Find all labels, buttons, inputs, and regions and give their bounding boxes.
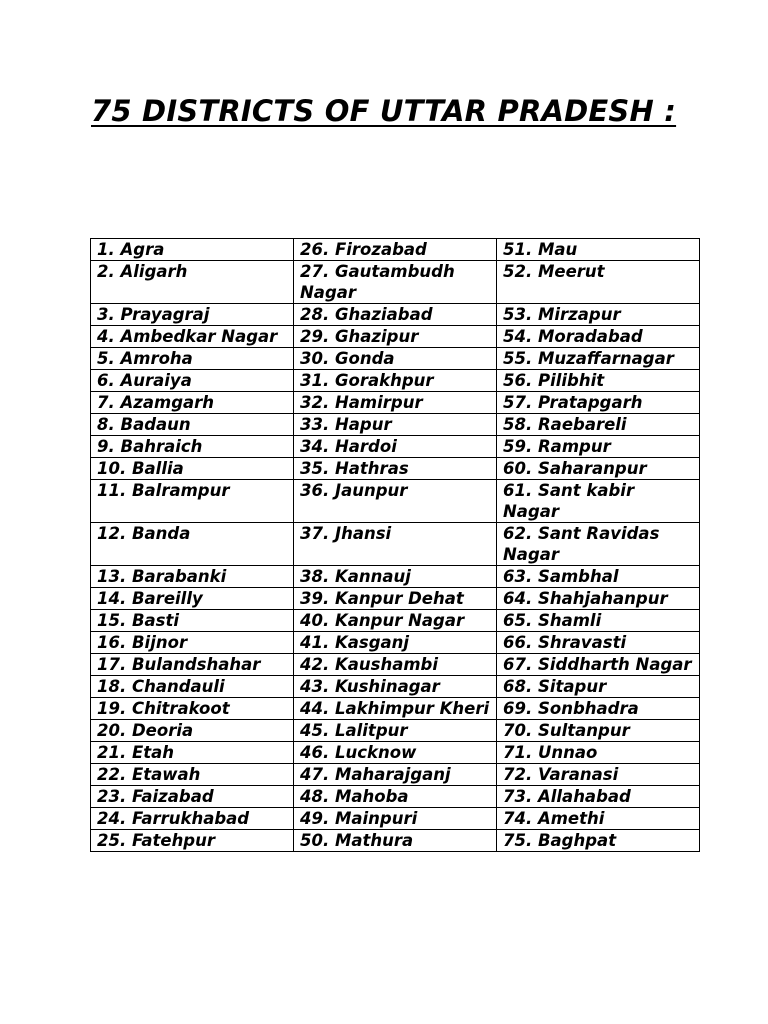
district-cell: 29. Ghazipur: [294, 326, 497, 348]
district-cell: 8. Badaun: [91, 414, 294, 436]
district-cell: 62. Sant Ravidas Nagar: [497, 523, 700, 566]
district-cell: 19. Chitrakoot: [91, 698, 294, 720]
district-cell: 47. Maharajganj: [294, 764, 497, 786]
table-row: [91, 720, 700, 742]
table-row: [91, 632, 700, 654]
district-cell: 33. Hapur: [294, 414, 497, 436]
table-row: [91, 414, 700, 436]
district-cell: 66. Shravasti: [497, 632, 700, 654]
district-cell: 10. Ballia: [91, 458, 294, 480]
district-cell: 36. Jaunpur: [294, 480, 497, 523]
district-cell: 7. Azamgarh: [91, 392, 294, 414]
district-cell: 43. Kushinagar: [294, 676, 497, 698]
table-row: [91, 370, 700, 392]
district-cell: 6. Auraiya: [91, 370, 294, 392]
table-row: [91, 326, 700, 348]
district-cell: 2. Aligarh: [91, 261, 294, 304]
district-cell: 44. Lakhimpur Kheri: [294, 698, 497, 720]
district-cell: 41. Kasganj: [294, 632, 497, 654]
table-row: [91, 742, 700, 764]
table-row: [91, 261, 700, 304]
table-row: [91, 588, 700, 610]
district-cell: 17. Bulandshahar: [91, 654, 294, 676]
table-row: [91, 436, 700, 458]
table-row: [91, 348, 700, 370]
district-cell: 3. Prayagraj: [91, 304, 294, 326]
table-row: [91, 654, 700, 676]
district-cell: 9. Bahraich: [91, 436, 294, 458]
district-cell: 52. Meerut: [497, 261, 700, 304]
district-cell: 42. Kaushambi: [294, 654, 497, 676]
district-cell: 20. Deoria: [91, 720, 294, 742]
table-row: [91, 698, 700, 720]
district-cell: 74. Amethi: [497, 808, 700, 830]
table-row: [91, 392, 700, 414]
district-cell: 32. Hamirpur: [294, 392, 497, 414]
table-row: [91, 786, 700, 808]
district-cell: 73. Allahabad: [497, 786, 700, 808]
table-row: [91, 304, 700, 326]
district-cell: 72. Varanasi: [497, 764, 700, 786]
district-cell: 55. Muzaffarnagar: [497, 348, 700, 370]
table-row: [91, 764, 700, 786]
district-cell: 61. Sant kabir Nagar: [497, 480, 700, 523]
district-cell: 48. Mahoba: [294, 786, 497, 808]
table-row: [91, 523, 700, 566]
district-cell: 31. Gorakhpur: [294, 370, 497, 392]
district-cell: 34. Hardoi: [294, 436, 497, 458]
districts-table-body: [91, 239, 700, 852]
district-cell: 60. Saharanpur: [497, 458, 700, 480]
district-cell: 4. Ambedkar Nagar: [91, 326, 294, 348]
district-cell: 37. Jhansi: [294, 523, 497, 566]
district-cell: 58. Raebareli: [497, 414, 700, 436]
district-cell: 70. Sultanpur: [497, 720, 700, 742]
district-cell: 15. Basti: [91, 610, 294, 632]
district-cell: 21. Etah: [91, 742, 294, 764]
district-cell: 13. Barabanki: [91, 566, 294, 588]
district-cell: 25. Fatehpur: [91, 830, 294, 852]
district-cell: 5. Amroha: [91, 348, 294, 370]
district-cell: 57. Pratapgarh: [497, 392, 700, 414]
district-cell: 26. Firozabad: [294, 239, 497, 261]
table-row: [91, 458, 700, 480]
district-cell: 64. Shahjahanpur: [497, 588, 700, 610]
district-cell: 68. Sitapur: [497, 676, 700, 698]
table-row: [91, 676, 700, 698]
district-cell: 56. Pilibhit: [497, 370, 700, 392]
district-cell: 1. Agra: [91, 239, 294, 261]
district-cell: 11. Balrampur: [91, 480, 294, 523]
district-cell: 45. Lalitpur: [294, 720, 497, 742]
district-cell: 75. Baghpat: [497, 830, 700, 852]
district-cell: 28. Ghaziabad: [294, 304, 497, 326]
district-cell: 65. Shamli: [497, 610, 700, 632]
table-row: [91, 239, 700, 261]
district-cell: 51. Mau: [497, 239, 700, 261]
district-cell: 71. Unnao: [497, 742, 700, 764]
page-title: 75 DISTRICTS OF UTTAR PRADESH :: [91, 94, 677, 128]
district-cell: 40. Kanpur Nagar: [294, 610, 497, 632]
district-cell: 23. Faizabad: [91, 786, 294, 808]
table-row: [91, 566, 700, 588]
district-cell: 24. Farrukhabad: [91, 808, 294, 830]
district-cell: 54. Moradabad: [497, 326, 700, 348]
district-cell: 46. Lucknow: [294, 742, 497, 764]
district-cell: 14. Bareilly: [91, 588, 294, 610]
district-cell: 50. Mathura: [294, 830, 497, 852]
district-cell: 63. Sambhal: [497, 566, 700, 588]
table-row: [91, 610, 700, 632]
district-cell: 22. Etawah: [91, 764, 294, 786]
district-cell: 35. Hathras: [294, 458, 497, 480]
district-cell: 12. Banda: [91, 523, 294, 566]
table-row: [91, 808, 700, 830]
district-cell: 18. Chandauli: [91, 676, 294, 698]
table-row: [91, 480, 700, 523]
district-cell: 67. Siddharth Nagar: [497, 654, 700, 676]
district-cell: 69. Sonbhadra: [497, 698, 700, 720]
district-cell: 30. Gonda: [294, 348, 497, 370]
table-row: [91, 830, 700, 852]
district-cell: 53. Mirzapur: [497, 304, 700, 326]
district-cell: 59. Rampur: [497, 436, 700, 458]
district-cell: 49. Mainpuri: [294, 808, 497, 830]
district-cell: 16. Bijnor: [91, 632, 294, 654]
district-cell: 39. Kanpur Dehat: [294, 588, 497, 610]
district-cell: 38. Kannauj: [294, 566, 497, 588]
districts-table: [90, 238, 700, 852]
district-cell: 27. Gautambudh Nagar: [294, 261, 497, 304]
